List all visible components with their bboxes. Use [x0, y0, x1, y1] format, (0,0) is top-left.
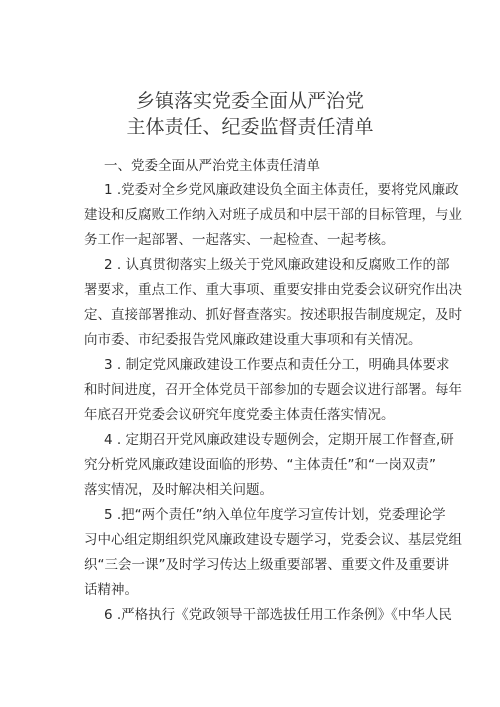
item-2-line-2: 署要求，重点工作、重大事项、重要安排由党委会议研究作出决 [84, 282, 462, 298]
item-5-line-3: 织“三会一课”及时学习传达上级重要部署、重要文件及重要讲 [84, 557, 449, 573]
title-line-1: 乡镇落实党委全面从严治党 [135, 90, 364, 112]
title-line-2: 主体责任、纪委监督责任清单 [126, 116, 374, 138]
item-1-line-3: 务工作一起部署、一起落实、一起检查、一起考核。 [84, 232, 395, 248]
item-3-line-2: 和时间进度，召开全体党员干部参加的专题会议进行部署。每年 [84, 382, 462, 398]
section-heading: 一、党委全面从严治党主体责任清单 [104, 158, 320, 174]
item-3-line-1: 3 . 制定党风廉政建设工作要点和责任分工，明确具体要求 [104, 357, 450, 373]
item-5-line-1: 5 .把“两个责任”纳入单位年度学习宣传计划，党委理论学 [104, 507, 446, 523]
item-2-line-1: 2 . 认真贯彻落实上级关于党风廉政建设和反腐败工作的部 [104, 257, 450, 273]
item-1-line-1: 1 .党委对全乡党风廉政建设负全面主体责任，要将党风廉政 [104, 182, 459, 198]
item-4-line-1: 4 . 定期召开党风廉政建设专题例会，定期开展工作督查,研 [104, 432, 454, 448]
item-1-line-2: 建设和反腐败工作纳入对班子成员和中层干部的目标管理，与业 [84, 207, 462, 223]
item-4-line-3: 落实情况，及时解决相关问题。 [84, 482, 273, 498]
item-2-line-4: 向市委、市纪委报告党风廉政建设重大事项和有关情况。 [84, 332, 422, 348]
item-5-line-4: 话精神。 [84, 582, 138, 598]
item-5-line-2: 习中心组定期组织党风廉政建设专题学习，党委会议、基层党组 [84, 532, 462, 548]
item-6-line-1: 6 .严格执行《党政领导干部选拔任用工作条例》《中华人民 [104, 607, 452, 623]
item-2-line-3: 定、直接部署推动、抓好督查落实。按述职报告制度规定，及时 [84, 307, 462, 323]
item-3-line-3: 年底召开党委会议研究年度党委主体责任落实情况。 [84, 407, 395, 423]
item-4-line-2: 究分析党风廉政建设面临的形势、“主体责任”和“一岗双责” [84, 457, 436, 473]
document-title [0, 88, 500, 140]
